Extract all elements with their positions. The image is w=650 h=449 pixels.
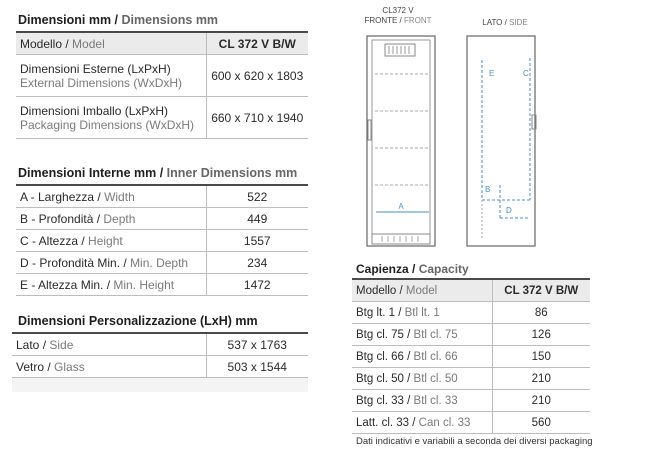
dimension-letter-d: D xyxy=(506,206,512,215)
front-base-vents xyxy=(382,236,418,242)
row-label: Btg cl. 50 / Btl cl. 50 xyxy=(352,368,492,390)
external-dimensions-title-en: Dimensions mm xyxy=(121,13,219,27)
row-value: 1472 xyxy=(206,274,308,296)
row-label: A - Larghezza / Width xyxy=(16,186,206,208)
capacity-note: Dati indicativi e variabili a seconda dei diversi packaging xyxy=(356,436,593,447)
front-view-label: CL372 V FRONTE / FRONT xyxy=(364,6,432,25)
capacity-title: Capienza / Capacity xyxy=(356,262,469,276)
row-value: 522 xyxy=(206,186,308,208)
row-value: 126 xyxy=(492,324,590,346)
row-value: 560 xyxy=(492,412,590,434)
row-value: 150 xyxy=(492,346,590,368)
row-label: Dimensioni Esterne (LxPxH) External Dimensions (WxDxH) xyxy=(16,55,206,97)
row-value: 600 x 620 x 1803 xyxy=(206,55,308,97)
row-value: 1557 xyxy=(206,230,308,252)
model-label: Modello / Model xyxy=(352,280,492,302)
front-shelves xyxy=(375,74,428,185)
model-label: Modello / Model xyxy=(16,33,206,55)
row-label: E - Altezza Min. / Min. Height xyxy=(16,274,206,296)
model-value: CL 372 V B/W xyxy=(492,280,590,302)
row-label: Btg cl. 66 / Btl cl. 66 xyxy=(352,346,492,368)
front-view xyxy=(367,36,435,246)
row-label: B - Profondità / Depth xyxy=(16,208,206,230)
row-value: 234 xyxy=(206,252,308,274)
row-label: Btg cl. 75 / Btl cl. 75 xyxy=(352,324,492,346)
external-dimensions-title-it: Dimensioni mm xyxy=(18,13,112,27)
row-value: 210 xyxy=(492,368,590,390)
dimension-letter-c: C xyxy=(523,69,529,78)
side-cabinet-outline xyxy=(467,36,535,246)
side-view-label: LATO / SIDE xyxy=(482,18,528,27)
row-label: Latt. cl. 33 / Can cl. 33 xyxy=(352,412,492,434)
row-label: Vetro / Glass xyxy=(12,356,206,378)
door-handle xyxy=(368,120,371,140)
row-value: 86 xyxy=(492,302,590,324)
row-label: Dimensioni Imballo (LxPxH) Packaging Dimensions (WxDxH) xyxy=(16,97,206,139)
side-view xyxy=(467,36,536,246)
row-value: 503 x 1544 xyxy=(206,356,308,378)
row-value: 660 x 710 x 1940 xyxy=(206,97,308,139)
front-cabinet-outline xyxy=(367,36,435,246)
dimension-letter-e: E xyxy=(489,69,495,78)
row-label: Lato / Side xyxy=(12,334,206,356)
row-value: 449 xyxy=(206,208,308,230)
inner-dimensions-title: Dimensioni Interne mm / Inner Dimensions mm xyxy=(18,166,298,180)
front-base-grille xyxy=(372,234,430,244)
external-dimensions-title: Dimensioni mm / Dimensions mm xyxy=(18,13,219,27)
model-value: CL 372 V B/W xyxy=(206,33,308,55)
customization-title: Dimensioni Personalizzazione (LxH) mm xyxy=(18,314,258,328)
row-label: Btg cl. 33 / Btl cl. 33 xyxy=(352,390,492,412)
front-grille xyxy=(389,46,409,54)
row-label: D - Profondità Min. / Min. Depth xyxy=(16,252,206,274)
row-value: 537 x 1763 xyxy=(206,334,308,356)
dimension-letter-b: B xyxy=(485,185,491,194)
row-value: 210 xyxy=(492,390,590,412)
row-label: Btg lt. 1 / Btl lt. 1 xyxy=(352,302,492,324)
dimension-letter-a: A xyxy=(398,202,404,211)
row-label: C - Altezza / Height xyxy=(16,230,206,252)
